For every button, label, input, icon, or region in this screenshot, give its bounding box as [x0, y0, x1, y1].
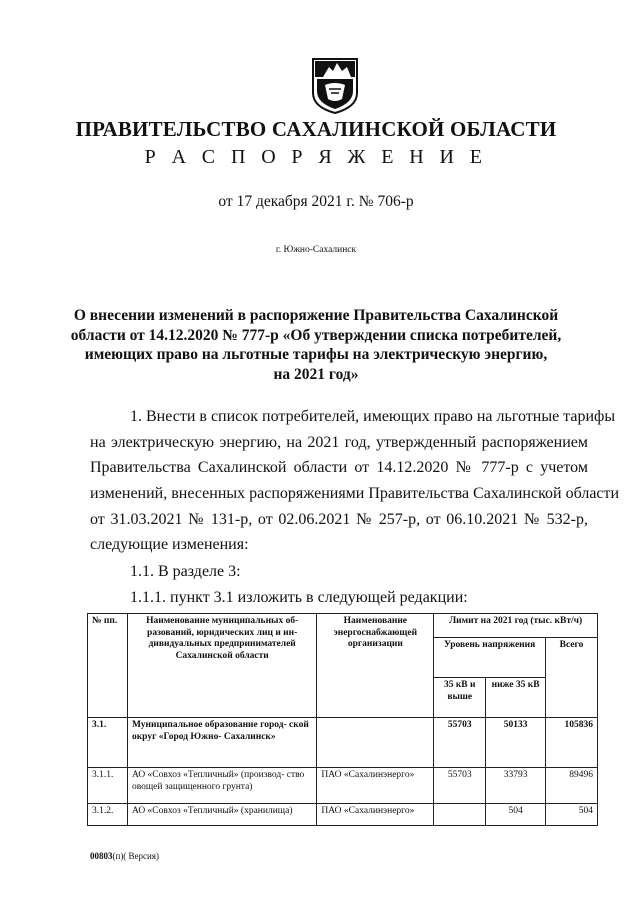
table-row	[88, 768, 598, 804]
date-and-number: от 17 декабря 2021 г. № 706-р	[218, 193, 414, 210]
footer-suffix: (п)( Версия)	[112, 851, 160, 861]
header-limit: Лимит на 2021 год (тыс. кВт/ч)	[434, 614, 598, 638]
paragraph-line: на электрическую энергию, на 2021 год, утвержденный распоряжением	[90, 433, 588, 451]
header-35kv-and-above: 35 кВ и выше	[434, 678, 486, 718]
paragraph-line: следующие изменения:	[90, 536, 249, 554]
paragraph-line: 1. Внести в список потребителей, имеющих право на льготные тарифы	[130, 408, 616, 425]
header-voltage: Уровень напряжения	[434, 638, 546, 678]
cell-name: АО «Совхоз «Тепличный» (производ- ство овощей защищенного грунта)	[127, 768, 316, 804]
cell-num: 3.1.1.	[88, 768, 128, 804]
cell-35kv: 55703	[434, 718, 486, 768]
document-type: Р А С П О Р Я Ж Е Н И Е	[144, 146, 488, 168]
table-row	[88, 718, 598, 768]
cell-name: Муниципальное образование город- ской округ «Город Южно- Сахалинск»	[127, 718, 316, 768]
header-below-35kv: ниже 35 кВ	[486, 678, 546, 718]
cell-below-35kv: 50133	[486, 718, 546, 768]
city-name: г. Южно-Сахалинск	[275, 245, 357, 255]
paragraph-line: Правительства Сахалинской области от 14.12.2020 № 777-р с учетом	[90, 459, 588, 477]
cell-below-35kv: 33793	[486, 768, 546, 804]
title-line: области от 14.12.2020 № 777-р «Об утверждении списка потребителей,	[70, 326, 562, 344]
paragraph-line: от 31.03.2021 № 131-р, от 02.06.2021 № 257-р, от 06.10.2021 № 532-р,	[90, 510, 588, 528]
title-line: имеющих право на льготные тарифы на электрическую энергию,	[84, 346, 548, 363]
cell-below-35kv: 504	[486, 804, 546, 826]
government-title: ПРАВИТЕЛЬСТВО САХАЛИНСКОЙ ОБЛАСТИ	[75, 117, 557, 141]
cell-total: 504	[546, 804, 598, 826]
cell-num: 3.1.	[88, 718, 128, 768]
item-1-1	[90, 559, 588, 585]
title-line: О внесении изменений в распоряжение Правительства Сахалинской	[73, 307, 559, 324]
cell-organization: ПАО «Сахалинэнерго»	[317, 768, 434, 804]
coat-of-arms-emblem	[309, 55, 361, 115]
footer-code: 00803	[90, 851, 113, 861]
paragraph-1	[90, 404, 620, 558]
cell-35kv: 55703	[434, 768, 486, 804]
cell-organization: ПАО «Сахалинэнерго»	[317, 804, 434, 826]
cell-name: АО «Совхоз «Тепличный» (хранилища)	[127, 804, 316, 826]
document-footer	[90, 851, 159, 861]
cell-num: 3.1.2.	[88, 804, 128, 826]
header-organization: Наименование энергоснабжающей организации	[317, 614, 434, 718]
paragraph-line: 1.1. В разделе 3:	[130, 563, 241, 580]
document-title	[0, 306, 632, 384]
header-name: Наименование муниципальных об- разований, юридических лиц и ин- дивидуальных предпринимателей Сахалинской области	[127, 614, 316, 718]
header-total: Всего	[546, 638, 598, 718]
header-num: № пп.	[88, 614, 128, 718]
cell-35kv	[434, 804, 486, 826]
cell-total: 105836	[546, 718, 598, 768]
cell-total: 89496	[546, 768, 598, 804]
title-line: на 2021 год»	[273, 365, 359, 383]
paragraph-line: 1.1.1. пункт 3.1 изложить в следующей редакции:	[130, 589, 468, 606]
table-row	[88, 804, 598, 826]
item-1-1-1	[90, 585, 588, 611]
limits-table	[87, 613, 598, 826]
cell-organization	[317, 718, 434, 768]
paragraph-line: изменений, внесенных распоряжениями Правительства Сахалинской области	[90, 485, 620, 503]
